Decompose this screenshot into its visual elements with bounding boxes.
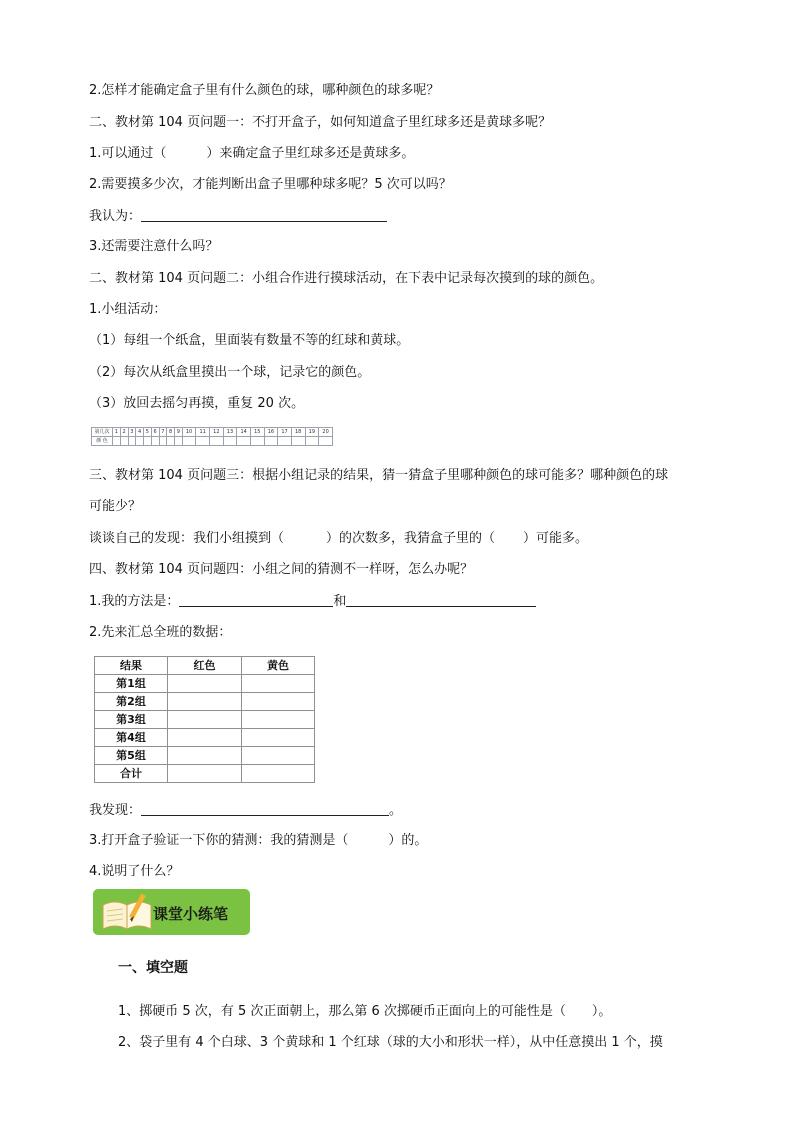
explain-line: 4.说明了什么？ xyxy=(89,864,180,879)
section2-title: 二、教材第 104 页问题一：不打开盒子，如何知道盒子里红球多还是黄球多呢？ xyxy=(89,115,552,130)
summary-label: 2.先来汇总全班的数据： xyxy=(89,625,232,640)
open-book-pencil-icon xyxy=(97,889,159,935)
practice-banner xyxy=(93,889,250,935)
header-result: 结果 xyxy=(95,657,168,675)
draw-color-cell[interactable] xyxy=(278,437,292,446)
draw-number: 15 xyxy=(250,428,264,437)
summary-header-row xyxy=(95,657,315,675)
summary-total-row xyxy=(95,765,315,783)
i-found-label: 我发现： xyxy=(89,803,142,818)
summary-row-label: 第4组 xyxy=(95,729,168,747)
draw-color-cell[interactable] xyxy=(151,437,159,446)
summary-red-cell[interactable] xyxy=(168,711,242,729)
draw-color-cell[interactable] xyxy=(182,437,196,446)
q1-text-a: 1.可以通过（ xyxy=(89,146,167,161)
draw-number: 6 xyxy=(151,428,159,437)
draw-color-cell[interactable] xyxy=(305,437,319,446)
draw-number: 7 xyxy=(159,428,167,437)
draw-number: 12 xyxy=(210,428,224,437)
draw-record-table xyxy=(91,427,333,446)
draw-color-cell[interactable] xyxy=(210,437,224,446)
question-1 xyxy=(89,145,414,163)
summary-yellow-cell[interactable] xyxy=(242,765,315,783)
summary-red-cell[interactable] xyxy=(168,747,242,765)
draw-color-cell[interactable] xyxy=(237,437,251,446)
draw-color-row xyxy=(92,437,333,446)
summary-row-label: 合计 xyxy=(95,765,168,783)
summary-red-cell[interactable] xyxy=(168,693,242,711)
summary-yellow-cell[interactable] xyxy=(242,711,315,729)
draw-color-cell[interactable] xyxy=(120,437,128,446)
practice-question-2: 2、袋子里有 4 个白球、3 个黄球和 1 个红球（球的大小和形状一样），从中任意摸出 1 个，摸 xyxy=(118,1035,663,1050)
draw-number: 19 xyxy=(305,428,319,437)
summary-red-cell[interactable] xyxy=(168,675,242,693)
method-blank-1[interactable] xyxy=(179,592,333,607)
draw-color-cell[interactable] xyxy=(250,437,264,446)
summary-row-label: 第1组 xyxy=(95,675,168,693)
header-red: 红色 xyxy=(168,657,242,675)
summary-yellow-cell[interactable] xyxy=(242,693,315,711)
step-1: （1）每组一个纸盒，里面装有数量不等的红球和黄球。 xyxy=(89,333,410,348)
draw-color-cell[interactable] xyxy=(136,437,144,446)
draw-number: 5 xyxy=(144,428,152,437)
draw-color-cell[interactable] xyxy=(128,437,136,446)
draw-number: 11 xyxy=(196,428,210,437)
draw-number: 17 xyxy=(278,428,292,437)
question-times: 2.需要摸多少次，才能判断出盒子里哪种球多呢？5 次可以吗？ xyxy=(89,177,452,192)
draw-number: 4 xyxy=(136,428,144,437)
i-found-blank[interactable] xyxy=(141,801,389,816)
summary-row xyxy=(95,747,315,765)
draw-row1-header: 第几次 xyxy=(92,428,113,437)
draw-number: 16 xyxy=(264,428,278,437)
section4-title: 四、教材第 104 页问题四：小组之间的猜测不一样呀，怎么办呢？ xyxy=(89,562,474,577)
summary-yellow-cell[interactable] xyxy=(242,729,315,747)
summary-row-label: 第2组 xyxy=(95,693,168,711)
draw-color-cell[interactable] xyxy=(159,437,167,446)
draw-number: 3 xyxy=(128,428,136,437)
section2b-title: 二、教材第 104 页问题二：小组合作进行摸球活动，在下表中记录每次摸到的球的颜色。 xyxy=(89,271,604,286)
draw-number: 14 xyxy=(237,428,251,437)
step-3: （3）放回去摇匀再摸，重复 20 次。 xyxy=(89,396,305,411)
summary-row xyxy=(95,711,315,729)
question-notice: 3.还需要注意什么吗？ xyxy=(89,239,219,254)
fill-blank-section-title: 一、填空题 xyxy=(118,960,188,976)
group-activity: 1.小组活动： xyxy=(89,302,167,317)
draw-row2-header: 颜 色 xyxy=(92,437,113,446)
draw-number: 8 xyxy=(167,428,175,437)
class-summary-table xyxy=(94,656,315,783)
draw-color-cell[interactable] xyxy=(291,437,305,446)
summary-yellow-cell[interactable] xyxy=(242,675,315,693)
summary-row xyxy=(95,675,315,693)
summary-row xyxy=(95,693,315,711)
draw-number: 2 xyxy=(120,428,128,437)
draw-color-cell[interactable] xyxy=(144,437,152,446)
i-found-line xyxy=(89,801,402,820)
draw-number-row xyxy=(92,428,333,437)
method-and: 和 xyxy=(333,594,347,609)
banner-title: 课堂小练笔 xyxy=(153,905,229,923)
draw-color-cell[interactable] xyxy=(319,437,333,446)
draw-color-cell[interactable] xyxy=(167,437,175,446)
step-2: （2）每次从纸盒里摸出一个球，记录它的颜色。 xyxy=(89,365,371,380)
i-think-label: 我认为： xyxy=(89,209,142,224)
q1-text-b: ）来确定盒子里红球多还是黄球多。 xyxy=(206,146,415,161)
practice-question-1: 1、掷硬币 5 次，有 5 次正面朝上，那么第 6 次掷硬币正面向上的可能性是（ ）。 xyxy=(118,1004,612,1019)
question-color: 2.怎样才能确定盒子里有什么颜色的球，哪种颜色的球多呢？ xyxy=(89,83,440,98)
section3-title-line2: 可能少？ xyxy=(89,499,142,514)
draw-number: 13 xyxy=(223,428,237,437)
draw-color-cell[interactable] xyxy=(223,437,237,446)
draw-color-cell[interactable] xyxy=(196,437,210,446)
draw-color-cell[interactable] xyxy=(113,437,121,446)
i-think-blank[interactable] xyxy=(141,207,387,222)
verify-text-b: ）的。 xyxy=(388,833,428,848)
summary-row-label: 第5组 xyxy=(95,747,168,765)
verify-text-a: 3.打开盒子验证一下你的猜测：我的猜测是（ xyxy=(89,833,349,848)
section3-title-line1: 三、教材第 104 页问题三：根据小组记录的结果，猜一猜盒子里哪种颜色的球可能多？哪种颜色的球 xyxy=(89,468,669,483)
draw-number: 1 xyxy=(113,428,121,437)
summary-row-label: 第3组 xyxy=(95,711,168,729)
draw-number: 10 xyxy=(182,428,196,437)
draw-number: 18 xyxy=(291,428,305,437)
draw-color-cell[interactable] xyxy=(175,437,183,446)
method-line xyxy=(89,592,536,611)
header-yellow: 黄色 xyxy=(242,657,315,675)
summary-red-cell[interactable] xyxy=(168,765,242,783)
draw-color-cell[interactable] xyxy=(264,437,278,446)
method-blank-2[interactable] xyxy=(346,592,536,607)
summary-row xyxy=(95,729,315,747)
discovery-text-a: 谈谈自己的发现：我们小组摸到（ xyxy=(89,531,285,546)
discovery-text-b: ）的次数多，我猜盒子里的（ xyxy=(326,531,496,546)
summary-red-cell[interactable] xyxy=(168,729,242,747)
summary-yellow-cell[interactable] xyxy=(242,747,315,765)
discovery-line xyxy=(89,530,588,548)
discovery-text-c: ）可能多。 xyxy=(523,531,589,546)
i-think-line xyxy=(89,207,387,226)
draw-number: 20 xyxy=(319,428,333,437)
verify-line xyxy=(89,832,427,850)
draw-number: 9 xyxy=(175,428,183,437)
i-found-end: 。 xyxy=(389,803,403,818)
method-label: 1.我的方法是： xyxy=(89,594,180,609)
